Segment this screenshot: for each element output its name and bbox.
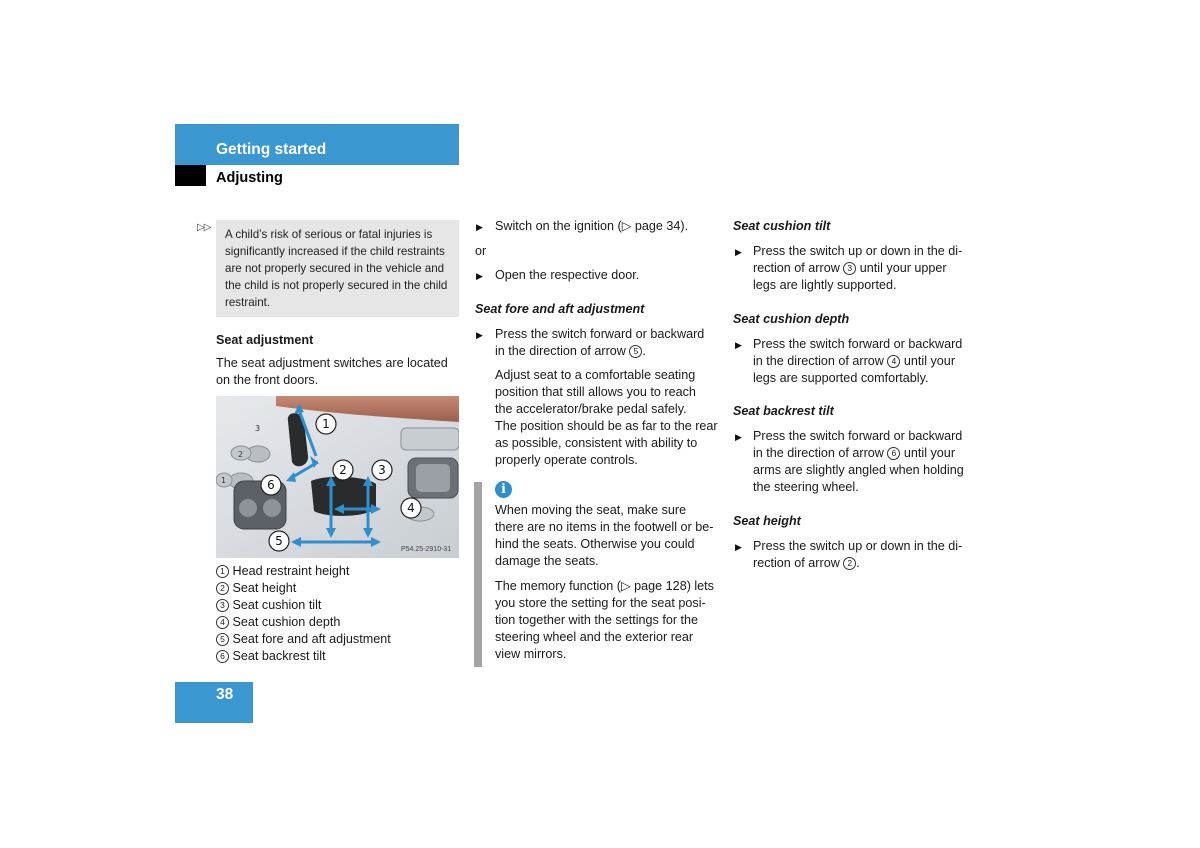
bullet-icon: ▶ [476, 271, 483, 281]
cushion-tilt-text: Press the switch up or down in the di- rection of arrow 3 until your upper legs are lightly supported. [753, 244, 963, 292]
bullet-icon: ▶ [735, 247, 742, 257]
warning-text: A child’s risk of serious or fatal injuries is significantly increased if the child restraints are not properly secured in the vehicle and the child is not properly secured in the child restraint. [225, 228, 448, 309]
legend-item: 6 Seat backrest tilt [216, 648, 326, 665]
legend-item: 1 Head restraint height [216, 563, 349, 580]
cushion-depth-text: Press the switch forward or backward in the direction of arrow 4 until your legs are supported comfortably. [753, 337, 963, 385]
svg-text:5: 5 [275, 534, 283, 548]
or-text: or [475, 244, 487, 258]
backrest-tilt-heading: Seat backrest tilt [733, 404, 834, 418]
svg-text:6: 6 [267, 478, 275, 492]
legend-item: 2 Seat height [216, 580, 296, 597]
section-title: Getting started [216, 141, 327, 158]
header-marker [175, 165, 206, 186]
bullet-icon: ▶ [735, 432, 742, 442]
page-number-bar [175, 682, 253, 723]
cushion-tilt-heading: Seat cushion tilt [733, 219, 831, 233]
svg-text:1: 1 [322, 417, 330, 431]
image-code: P54.25-2910-31 [401, 546, 452, 553]
backrest-tilt-text: Press the switch forward or backward in the direction of arrow 6 until your arms are slightly angled when holding the steering wheel. [753, 429, 964, 494]
info-text-2: The memory function (▷ page 128) lets you store the setting for the seat posi- tion together with the settings for the steering wheel and the exterior rear view mirrors. [495, 579, 714, 661]
step-ignition: Switch on the ignition (▷ page 34). [495, 219, 689, 233]
svg-text:4: 4 [407, 501, 415, 515]
step-open-door: Open the respective door. [495, 268, 640, 282]
info-text-1: When moving the seat, make sure there are no items in the footwell or be- hind the seats. Otherwise you could damage the seats. [495, 503, 714, 568]
bullet-icon: ▶ [476, 330, 483, 340]
bullet-icon: ▶ [476, 222, 483, 232]
svg-text:3: 3 [255, 424, 261, 433]
info-sidebar [474, 482, 482, 667]
legend-item: 4 Seat cushion depth [216, 614, 340, 631]
adjust-text: Adjust seat to a comfortable seating position that still allows you to reach the accelerator/brake pedal safely. The position should be as far to the rear as possible, consistent with ability to properly operate controls. [495, 368, 718, 467]
seat-adjustment-heading: Seat adjustment [216, 333, 314, 347]
legend-item: 3 Seat cushion tilt [216, 597, 321, 614]
page-number: 38 [216, 686, 234, 703]
fore-aft-heading: Seat fore and aft adjustment [475, 302, 645, 316]
svg-text:1: 1 [221, 476, 227, 485]
svg-text:2: 2 [339, 463, 347, 477]
seat-height-text: Press the switch up or down in the di- rection of arrow 2 . [753, 539, 963, 570]
cushion-depth-heading: Seat cushion depth [733, 312, 850, 326]
seat-switch-drawing [216, 396, 459, 558]
continuation-mark: ▷▷ [197, 222, 211, 233]
info-icon: i [495, 481, 512, 498]
seat-adjustment-intro: The seat adjustment switches are located on the front doors. [216, 356, 448, 387]
fore-aft-instruction: Press the switch forward or backward in the direction of arrow 5 . [495, 327, 705, 358]
bullet-icon: ▶ [735, 340, 742, 350]
seat-height-heading: Seat height [733, 514, 801, 528]
subsection-title: Adjusting [216, 170, 283, 186]
svg-text:2: 2 [238, 450, 244, 459]
legend-item: 5 Seat fore and aft adjustment [216, 631, 391, 648]
seat-switch-illustration [216, 396, 459, 558]
bullet-icon: ▶ [735, 542, 742, 552]
svg-text:3: 3 [378, 463, 386, 477]
